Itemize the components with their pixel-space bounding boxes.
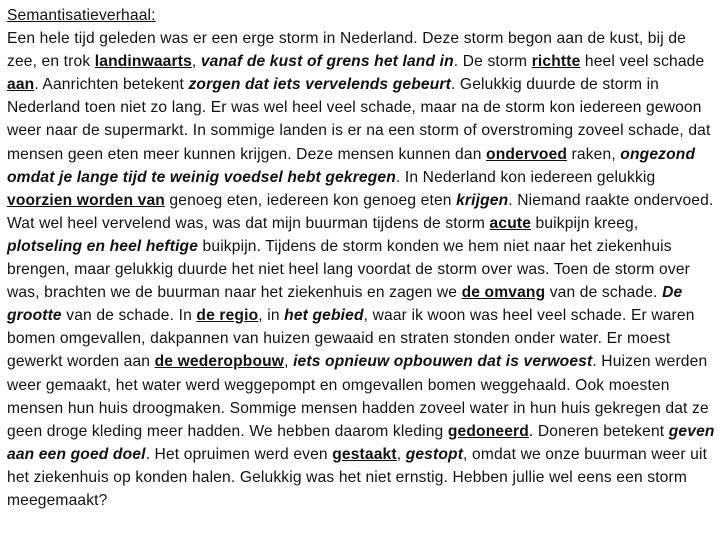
term-definition: plotseling en heel heftige (7, 237, 199, 255)
term-definition: gestopt (405, 445, 464, 463)
story-text: buikpijn. Tijdens de storm konden we hem niet naar het ziekenhuis brengen, maar gelukkig duurde het niet heel lang voordat de storm over was. Toen de storm over was, brachten we de buurman naar het ziekenhuis en zagen we (7, 237, 690, 302)
story-text: , (396, 445, 406, 463)
document (7, 4, 715, 512)
story-text: van de schade. (545, 284, 663, 302)
term-definition: vanaf de kust of grens het land in (200, 53, 454, 71)
story-text: . In Nederland kon iedereen gelukkig (395, 168, 656, 186)
term-definition: het gebied (284, 307, 364, 325)
story-text: , (191, 53, 201, 71)
story-text: . Niemand raakte ondervoed. Wat wel heel vervelend was, was dat mijn buurman tijdens de storm (7, 191, 714, 232)
vocabulary-term: gedoneerd (447, 422, 529, 440)
term-definition: krijgen (456, 191, 509, 209)
term-definition: iets opnieuw opbouwen dat is verwoest (293, 353, 593, 371)
vocabulary-term: de omvang (461, 284, 546, 302)
story-text: . Het opruimen werd even (145, 445, 333, 463)
story-text: , omdat we onze buurman weer uit het ziekenhuis op konden halen. Gelukkig was het niet ernstig. Hebben jullie wel eens een storm meegemaakt? (7, 445, 708, 509)
story-text: . Aanrichten betekent (34, 76, 189, 94)
vocabulary-term: de wederopbouw (154, 353, 285, 371)
vocabulary-term: de regio (196, 307, 259, 325)
story-text: , in (258, 307, 285, 325)
term-definition: zorgen dat iets vervelends gebeurt (188, 76, 451, 94)
document-title: Semantisatieverhaal: (7, 7, 156, 24)
term-definition: geven aan een goed doel (7, 422, 715, 463)
vocabulary-term: aan (7, 76, 35, 94)
term-definition: De grootte (7, 284, 683, 325)
vocabulary-term: gestaakt (332, 445, 397, 463)
story-text: . Huizen werden weer gemaakt, het water werd weggepompt en omgevallen bomen weggehaald. Ook moesten mensen hun huis droogmaken. Sommige mensen hadden zoveel water in hun huis gekregen dat ze geen droge kleding meer hadden. We hebben daarom kleding (7, 353, 709, 440)
story-text: genoeg eten, iedereen kon genoeg eten (164, 191, 457, 209)
story-text: buikpijn kreeg, (531, 214, 639, 232)
story-text: raken, (567, 145, 621, 163)
vocabulary-term: ondervoed (486, 145, 568, 163)
story-paragraph (7, 27, 715, 512)
story-text: . De storm (453, 53, 532, 71)
story-text: . Doneren betekent (528, 422, 669, 440)
term-definition: ongezond omdat je lange tijd te weinig voedsel hebt gekregen (7, 145, 696, 186)
vocabulary-term: acute (489, 214, 532, 232)
story-text: van de schade. In (61, 307, 197, 325)
vocabulary-term: voorzien worden van (7, 191, 165, 209)
story-text: heel veel schade (580, 53, 705, 71)
story-text: . Gelukkig duurde de storm in Nederland toen niet zo lang. Er was wel heel veel schade, maar na de storm kon iedereen gewoon weer naar de supermarkt. In sommige landen is er na een storm of overstroming zoveel schade, dat mensen geen eten meer kunnen krijgen. Deze mensen kunnen dan (7, 76, 711, 163)
vocabulary-term: landinwaarts (94, 53, 192, 71)
story-text: , (284, 353, 294, 371)
story-text: Een hele tijd geleden was er een erge storm in Nederland. Deze storm begon aan de kust, bij de zee, en trok (7, 30, 686, 71)
story-text: , waar ik woon was heel veel schade. Er waren bomen omgevallen, dakpannen van huizen gewaaid en straten stonden onder water. Er moest gewerkt worden aan (7, 307, 695, 371)
vocabulary-term: richtte (531, 53, 581, 71)
